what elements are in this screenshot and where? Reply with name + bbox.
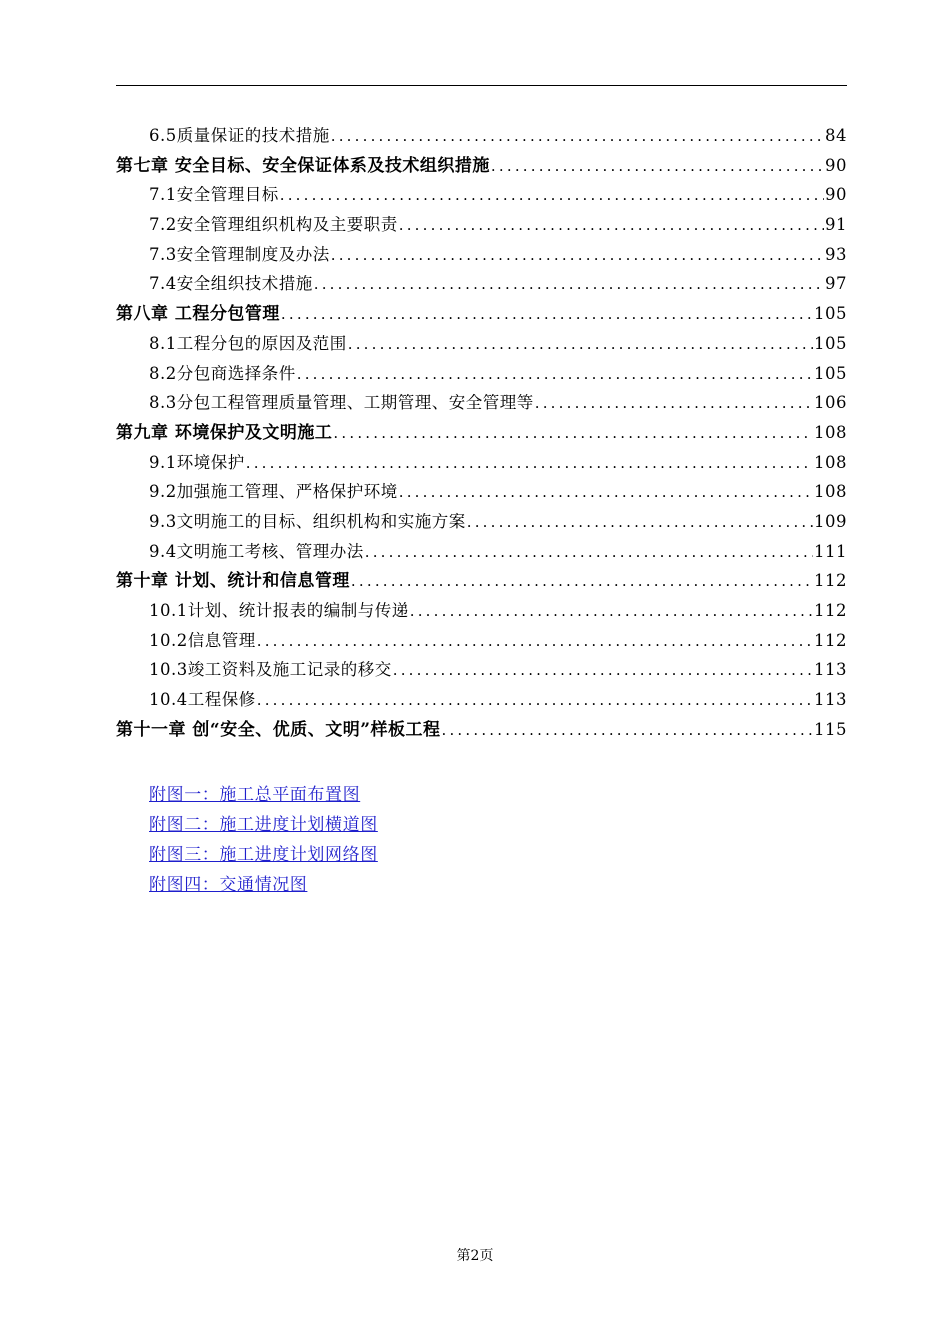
toc-entry-title: 第十章 计划、统计和信息管理 bbox=[116, 571, 350, 592]
toc-section-entry[interactable] bbox=[116, 685, 847, 715]
toc-page-number: 97 bbox=[825, 274, 847, 294]
toc-dot-leader bbox=[393, 656, 813, 686]
toc-entry-title: 6.5质量保证的技术措施 bbox=[149, 126, 330, 145]
toc-page-number: 111 bbox=[814, 541, 847, 561]
toc-dot-leader bbox=[351, 567, 813, 597]
toc-section-entry[interactable] bbox=[116, 121, 847, 151]
toc-entry-title: 7.3安全管理制度及办法 bbox=[149, 244, 330, 264]
toc-entry-title: 10.4工程保修 bbox=[149, 690, 256, 710]
toc-dot-leader bbox=[399, 211, 824, 241]
toc-entry-title: 第七章 安全目标、安全保证体系及技术组织措施 bbox=[116, 155, 490, 176]
toc-page-number: 105 bbox=[814, 333, 847, 353]
toc-section-entry[interactable] bbox=[116, 388, 847, 418]
toc-section-entry[interactable] bbox=[116, 655, 847, 685]
toc-chapter-entry[interactable] bbox=[116, 715, 847, 745]
toc-dot-leader bbox=[365, 538, 813, 568]
toc-entry-title: 10.2信息管理 bbox=[149, 630, 256, 650]
toc-chapter-entry[interactable] bbox=[116, 299, 847, 329]
toc-section-entry[interactable] bbox=[116, 477, 847, 507]
toc-entry-title: 第十一章 创“安全、优质、文明”样板工程 bbox=[116, 719, 441, 740]
toc-page-number: 93 bbox=[825, 244, 847, 264]
header-rule bbox=[116, 85, 847, 86]
toc-entry-title: 第八章 工程分包管理 bbox=[116, 304, 280, 325]
toc-dot-leader bbox=[331, 122, 824, 152]
toc-entry-title: 10.1计划、统计报表的编制与传递 bbox=[149, 601, 409, 620]
toc-entry-title: 7.4安全组织技术措施 bbox=[149, 274, 313, 294]
toc-page-number: 105 bbox=[814, 304, 847, 324]
page-number: 第2页 bbox=[456, 1248, 494, 1264]
toc-page-number: 115 bbox=[814, 719, 847, 739]
toc-dot-leader bbox=[331, 241, 824, 271]
toc-dot-leader bbox=[333, 419, 813, 449]
toc-dot-leader bbox=[399, 478, 813, 508]
toc-page-number: 90 bbox=[825, 155, 847, 175]
page-footer bbox=[0, 1245, 950, 1265]
table-of-contents bbox=[116, 121, 847, 744]
toc-page-number: 90 bbox=[825, 185, 847, 205]
toc-dot-leader bbox=[348, 330, 813, 360]
toc-dot-leader bbox=[535, 389, 813, 419]
toc-dot-leader bbox=[280, 181, 824, 211]
toc-page-number: 113 bbox=[814, 660, 847, 680]
attachment-links bbox=[149, 780, 378, 900]
toc-dot-leader bbox=[410, 597, 813, 627]
toc-dot-leader bbox=[257, 686, 813, 716]
toc-page-number: 108 bbox=[814, 452, 847, 472]
toc-dot-leader bbox=[281, 300, 813, 330]
attachment-link[interactable]: 附图四：交通情况图 bbox=[149, 875, 308, 895]
toc-section-entry[interactable] bbox=[116, 180, 847, 210]
toc-section-entry[interactable] bbox=[116, 537, 847, 567]
toc-dot-leader bbox=[467, 508, 813, 538]
toc-section-entry[interactable] bbox=[116, 626, 847, 656]
toc-chapter-entry[interactable] bbox=[116, 418, 847, 448]
toc-page-number: 108 bbox=[814, 482, 847, 502]
toc-page-number: 91 bbox=[825, 215, 847, 235]
toc-page-number: 84 bbox=[825, 126, 847, 145]
toc-entry-title: 10.3竣工资料及施工记录的移交 bbox=[149, 660, 392, 680]
toc-entry-title: 第九章 环境保护及文明施工 bbox=[116, 422, 333, 443]
toc-section-entry[interactable] bbox=[116, 448, 847, 478]
toc-entry-title: 7.2安全管理组织机构及主要职责 bbox=[149, 215, 398, 235]
toc-dot-leader bbox=[314, 270, 824, 300]
toc-entry-title: 9.4文明施工考核、管理办法 bbox=[149, 541, 364, 561]
toc-section-entry[interactable] bbox=[116, 329, 847, 359]
toc-dot-leader bbox=[297, 360, 813, 390]
toc-section-entry[interactable] bbox=[116, 596, 847, 626]
toc-dot-leader bbox=[257, 627, 813, 657]
toc-entry-title: 9.3文明施工的目标、组织机构和实施方案 bbox=[149, 511, 466, 531]
toc-entry-title: 8.1工程分包的原因及范围 bbox=[149, 333, 347, 353]
toc-section-entry[interactable] bbox=[116, 269, 847, 299]
toc-page-number: 105 bbox=[814, 363, 847, 383]
toc-entry-title: 8.3分包工程管理质量管理、工期管理、安全管理等 bbox=[149, 393, 534, 413]
toc-page-number: 113 bbox=[814, 690, 847, 710]
toc-page-number: 112 bbox=[814, 630, 847, 650]
toc-page-number: 108 bbox=[814, 422, 847, 442]
toc-dot-leader bbox=[491, 152, 824, 182]
toc-entry-title: 8.2分包商选择条件 bbox=[149, 363, 296, 383]
attachment-link[interactable]: 附图一：施工总平面布置图 bbox=[149, 785, 361, 805]
toc-page-number: 112 bbox=[814, 571, 847, 591]
toc-section-entry[interactable] bbox=[116, 210, 847, 240]
toc-dot-leader bbox=[246, 449, 813, 479]
toc-page-number: 106 bbox=[814, 393, 847, 413]
toc-chapter-entry[interactable] bbox=[116, 566, 847, 596]
attachment-link[interactable]: 附图二：施工进度计划横道图 bbox=[149, 815, 378, 835]
toc-dot-leader bbox=[441, 716, 813, 746]
toc-page-number: 112 bbox=[814, 601, 847, 620]
toc-entry-title: 9.2加强施工管理、严格保护环境 bbox=[149, 482, 398, 502]
toc-section-entry[interactable] bbox=[116, 359, 847, 389]
toc-section-entry[interactable] bbox=[116, 240, 847, 270]
attachment-link[interactable]: 附图三：施工进度计划网络图 bbox=[149, 845, 378, 865]
toc-section-entry[interactable] bbox=[116, 507, 847, 537]
toc-entry-title: 9.1环境保护 bbox=[149, 452, 245, 472]
toc-chapter-entry[interactable] bbox=[116, 151, 847, 181]
toc-page-number: 109 bbox=[814, 511, 847, 531]
toc-entry-title: 7.1安全管理目标 bbox=[149, 185, 279, 205]
